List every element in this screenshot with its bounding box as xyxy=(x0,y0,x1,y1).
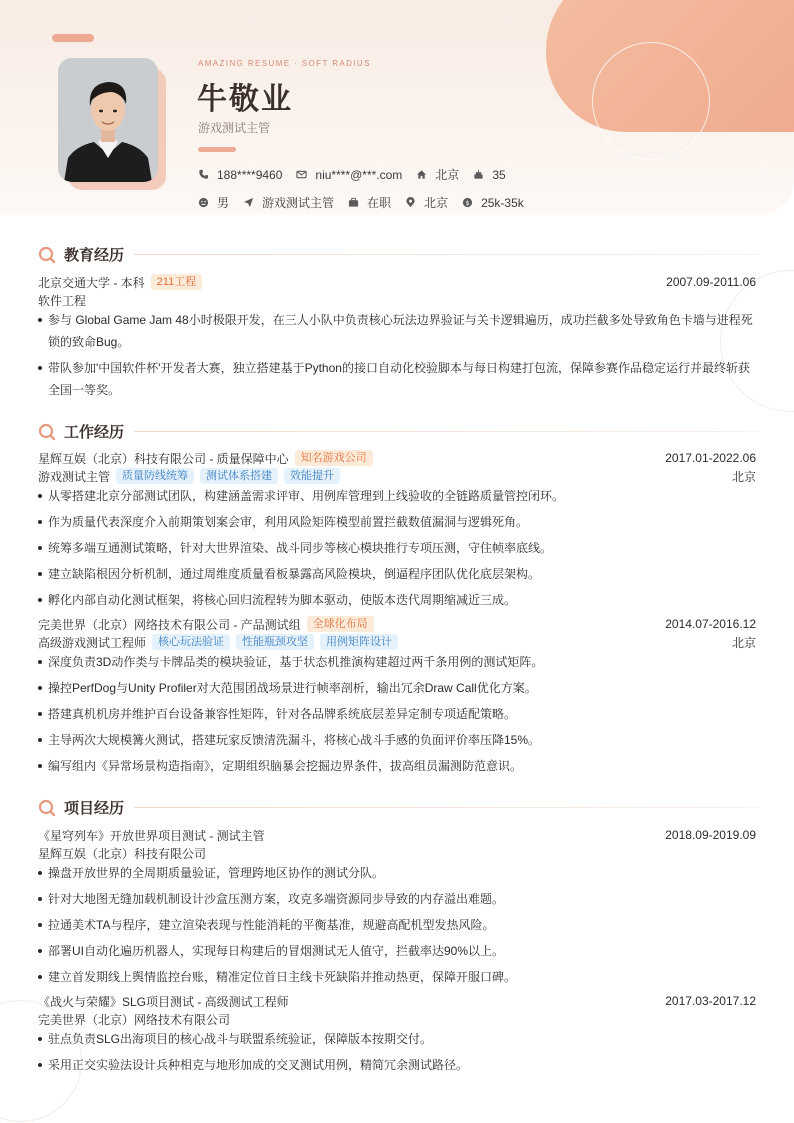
work-role-row xyxy=(38,467,756,485)
work-section-title xyxy=(38,421,758,442)
email-info xyxy=(296,168,402,182)
salary-value: 25k-35k xyxy=(481,195,524,210)
work-city: 北京 xyxy=(731,635,756,650)
skill-tag: 用例矩阵设计 xyxy=(320,634,398,650)
target-job-value: 游戏测试主管 xyxy=(262,196,335,210)
mail-icon xyxy=(296,169,307,180)
target-city-info xyxy=(405,194,448,211)
section-divider xyxy=(134,254,758,255)
project-company: 星辉互娱（北京）科技有限公司 xyxy=(38,846,207,861)
profile-photo xyxy=(58,58,158,182)
section-magnifier-icon xyxy=(38,423,56,441)
status-info xyxy=(348,194,391,211)
age-value: 35 xyxy=(492,167,506,182)
project-name: 《战火与荣耀》SLG项目测试 - 高级测试工程师 xyxy=(38,994,289,1009)
section-magnifier-icon xyxy=(38,799,56,817)
education-section-title xyxy=(38,244,758,265)
section-divider xyxy=(134,807,758,808)
list-item: 从零搭建北京分部测试团队，构建涵盖需求评审、用例库管理到上线验收的全链路质量管控闭环。 xyxy=(38,485,754,507)
section-label: 项目经历 xyxy=(64,800,125,817)
list-item: 操控PerfDog与Unity Profiler对大范围团战场景进行帧率剖析，输出冗余Draw Call优化方案。 xyxy=(38,677,754,699)
project-date: 2017.03-2017.12 xyxy=(665,994,756,1008)
list-item: 孵化内部自动化测试框架，将核心回归流程转为脚本驱动，使版本迭代周期缩减近三成。 xyxy=(38,589,754,611)
project-entry-header xyxy=(38,826,756,844)
target-city-value: 北京 xyxy=(424,196,449,210)
project-date: 2018.09-2019.09 xyxy=(665,828,756,842)
list-item: 编写组内《异常场景构造指南》，定期组织脑暴会挖掘边界条件，拔高组员漏测防范意识。 xyxy=(38,755,754,777)
target-job-info xyxy=(243,194,334,211)
education-major-row xyxy=(38,291,756,309)
list-item: 建立首发期线上舆情监控台账，精准定位首日主线卡死缺陷并推动热更，保障开服口碑。 xyxy=(38,966,754,988)
salary-info xyxy=(462,196,524,210)
list-item: 统筹多端互通测试策略，针对大世界渲染、战斗同步等核心模块推行专项压测，守住帧率底线。 xyxy=(38,537,754,559)
company-name: 完美世界（北京）网络技术有限公司 - 产品测试组 xyxy=(38,617,301,632)
details-row xyxy=(198,194,538,211)
work-date: 2017.01-2022.06 xyxy=(665,451,756,465)
list-item: 建立缺陷根因分析机制，通过周维度质量看板暴露高风险模块，倒逼程序团队优化底层架构。 xyxy=(38,563,754,585)
skill-tag: 效能提升 xyxy=(284,468,340,484)
home-icon xyxy=(416,169,427,180)
location-icon xyxy=(405,197,416,208)
candidate-title: 游戏测试主管 xyxy=(198,121,271,135)
status-value: 在职 xyxy=(367,196,392,210)
education-major: 软件工程 xyxy=(38,293,87,308)
school-tag: 211工程 xyxy=(151,274,203,290)
age-info xyxy=(473,168,505,182)
company-name: 星辉互娱（北京）科技有限公司 - 质量保障中心 xyxy=(38,451,289,466)
company-tag: 知名游戏公司 xyxy=(295,450,373,466)
contact-row xyxy=(198,166,520,183)
location-value: 北京 xyxy=(435,168,460,182)
section-magnifier-icon xyxy=(38,246,56,264)
phone-value: 188****9460 xyxy=(217,167,283,182)
skill-tag: 性能瓶颈攻坚 xyxy=(236,634,314,650)
project-company-row xyxy=(38,1010,756,1028)
list-item: 操盘开放世界的全周期质量验证，管理跨地区协作的测试分队。 xyxy=(38,862,754,884)
work-role: 游戏测试主管 xyxy=(38,469,111,484)
list-item: 带队参加'中国软件杯'开发者大赛，独立搭建基于Python的接口自动化校验脚本与每日构建打包流，保障参赛作品稳定运行并最终斩获全国一等奖。 xyxy=(38,357,754,401)
gender-value: 男 xyxy=(217,196,230,210)
briefcase-icon xyxy=(348,197,359,208)
email-value: niu****@***.com xyxy=(315,167,403,182)
candidate-name: 牛敬业 xyxy=(197,83,293,116)
project-name: 《星穹列车》开放世界项目测试 - 测试主管 xyxy=(38,828,265,843)
work-date: 2014.07-2016.12 xyxy=(665,617,756,631)
project-company: 完美世界（北京）网络技术有限公司 xyxy=(38,1012,231,1027)
list-item: 部署UI自动化遍历机器人，实现每日构建后的冒烟测试无人值守，拦截率达90%以上。 xyxy=(38,940,754,962)
phone-icon xyxy=(198,169,209,180)
section-label: 教育经历 xyxy=(64,247,125,264)
section-label: 工作经历 xyxy=(64,424,125,441)
svg-text:$: $ xyxy=(465,198,470,207)
gender-icon xyxy=(198,197,209,208)
list-item: 采用正交实验法设计兵种相克与地形加成的交叉测试用例，精简冗余测试路径。 xyxy=(38,1054,754,1076)
company-tag: 全球化布局 xyxy=(307,616,374,632)
work-role: 高级游戏测试工程师 xyxy=(38,635,147,650)
list-item: 主导两次大规模篝火测试，搭建玩家反馈清洗漏斗，将核心战斗手感的负面评价率压降15%。 xyxy=(38,729,754,751)
salary-icon xyxy=(462,197,473,208)
list-item: 拉通美术TA与程序，建立渲染表现与性能消耗的平衡基准，规避高配机型发热风险。 xyxy=(38,914,754,936)
decorative-pill xyxy=(52,34,94,42)
education-entry-header xyxy=(38,273,756,291)
age-icon xyxy=(473,169,484,180)
work-role-row xyxy=(38,633,756,651)
work-city: 北京 xyxy=(731,469,756,484)
send-icon xyxy=(243,197,254,208)
list-item: 针对大地图无缝加载机制设计沙盒压测方案，攻克多端资源同步导致的内存溢出难题。 xyxy=(38,888,754,910)
list-item: 驻点负责SLG出海项目的核心战斗与联盟系统验证，保障版本按期交付。 xyxy=(38,1028,754,1050)
project-company-row xyxy=(38,844,756,862)
skill-tag: 核心玩法验证 xyxy=(152,634,230,650)
list-item: 参与 Global Game Jam 48小时极限开发，在三人小队中负责核心玩法边界验证与关卡逻辑遍历，成功拦截多处导致角色卡墙与进程死锁的致命Bug。 xyxy=(38,309,754,353)
list-item: 深度负责3D动作类与卡牌品类的模块验证，基于状态机推演构建超过两千条用例的测试矩阵。 xyxy=(38,651,754,673)
gender-info xyxy=(198,194,229,211)
location-info xyxy=(416,166,459,183)
school-name: 北京交通大学 - 本科 xyxy=(38,275,145,290)
projects-section-title xyxy=(38,797,758,818)
project-entry-header xyxy=(38,992,756,1010)
list-item: 搭建真机机房并维护百台设备兼容性矩阵，针对各品牌系统底层差异定制专项适配策略。 xyxy=(38,703,754,725)
skill-tag: 测试体系搭建 xyxy=(200,468,278,484)
title-underline xyxy=(198,147,236,152)
resume-tagline: AMAZING RESUME · SOFT RADIUS xyxy=(198,59,371,68)
skill-tag: 质量防线统筹 xyxy=(116,468,194,484)
phone-info xyxy=(198,168,282,182)
work-entry-header xyxy=(38,615,756,633)
work-entry-header xyxy=(38,449,756,467)
list-item: 作为质量代表深度介入前期策划案会审，利用风险矩阵模型前置拦截数值漏洞与逻辑死角。 xyxy=(38,511,754,533)
section-divider xyxy=(134,431,758,432)
education-date: 2007.09-2011.06 xyxy=(666,275,756,289)
decorative-ring xyxy=(592,42,710,160)
